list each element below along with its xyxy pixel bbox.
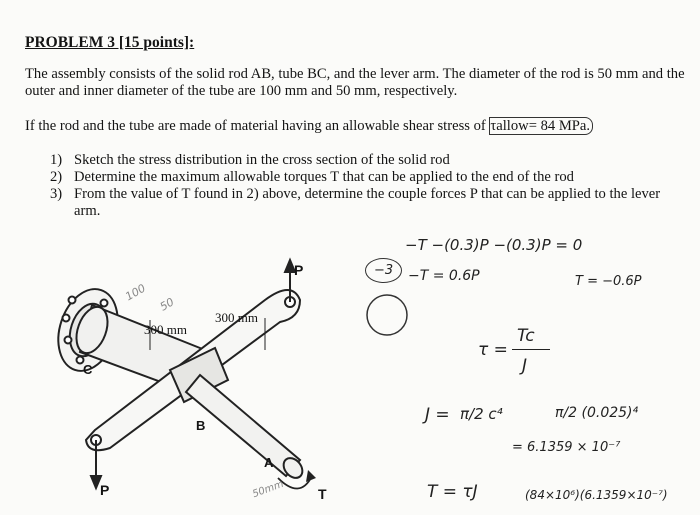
hand-equation-2: −T = 0.6P — [408, 268, 480, 284]
label-300mm-right: 300 mm — [215, 310, 258, 325]
label-a: A — [264, 455, 274, 470]
problem-title: PROBLEM 3 [15 points]: — [25, 34, 195, 51]
task-number: 2) — [50, 169, 63, 185]
hand-j-sub: π/2 (0.025)⁴ — [555, 405, 639, 421]
hand-equation-2b: T = −0.6P — [575, 274, 642, 289]
task-number: 1) — [50, 152, 63, 168]
task-text: Sketch the stress distribution in the cross section of the solid rod — [74, 152, 450, 168]
task-text: Determine the maximum allowable torques T that can be applied to the end of the rod — [74, 169, 574, 185]
label-p-top: P — [294, 262, 304, 278]
hand-t-final-rhs: (84×10⁶)(6.1359×10⁻⁷) — [525, 488, 668, 502]
hand-dim-50mm: 50mm — [251, 478, 286, 501]
hand-dim-100: 100 — [123, 281, 148, 304]
hand-j-mid: π/2 c⁴ — [460, 405, 503, 423]
label-p-bottom: P — [100, 482, 110, 498]
problem-intro: The assembly consists of the solid rod AB, tube BC, and the lever arm. The diameter of the rod is 50 mm and the outer and inner diameter of the tube are 100 mm and 50 mm, respectively. — [25, 66, 685, 99]
hand-j-result: = 6.1359 × 10⁻⁷ — [512, 440, 621, 455]
allowable-stress-value: τallow= 84 MPa. — [489, 117, 593, 135]
hand-circled-note: −3 — [365, 258, 402, 283]
hand-j-lhs: J = — [425, 405, 450, 425]
hand-equation-1: −T −(0.3)P −(0.3)P = 0 — [405, 236, 583, 254]
hand-tau-numerator: Tc — [517, 326, 535, 346]
label-b: B — [196, 418, 206, 433]
label-t: T — [318, 486, 327, 502]
hand-dim-50: 50 — [157, 295, 177, 314]
hand-circle-sketch — [362, 290, 412, 340]
condition-prefix: If the rod and the tube are made of material having an allowable shear stress of — [25, 118, 486, 134]
label-c: C — [83, 362, 93, 377]
task-text: From the value of T found in 2) above, determine the couple forces P that can be applied to the lever arm. — [74, 186, 661, 219]
hand-tau-lhs: τ = — [478, 340, 508, 360]
hand-tau-denominator: J — [522, 356, 528, 376]
label-300mm-left: 300 mm — [144, 322, 187, 337]
hand-fraction-bar — [512, 349, 550, 350]
hand-t-final-lhs: T = τJ — [427, 482, 478, 502]
task-number: 3) — [50, 186, 63, 202]
